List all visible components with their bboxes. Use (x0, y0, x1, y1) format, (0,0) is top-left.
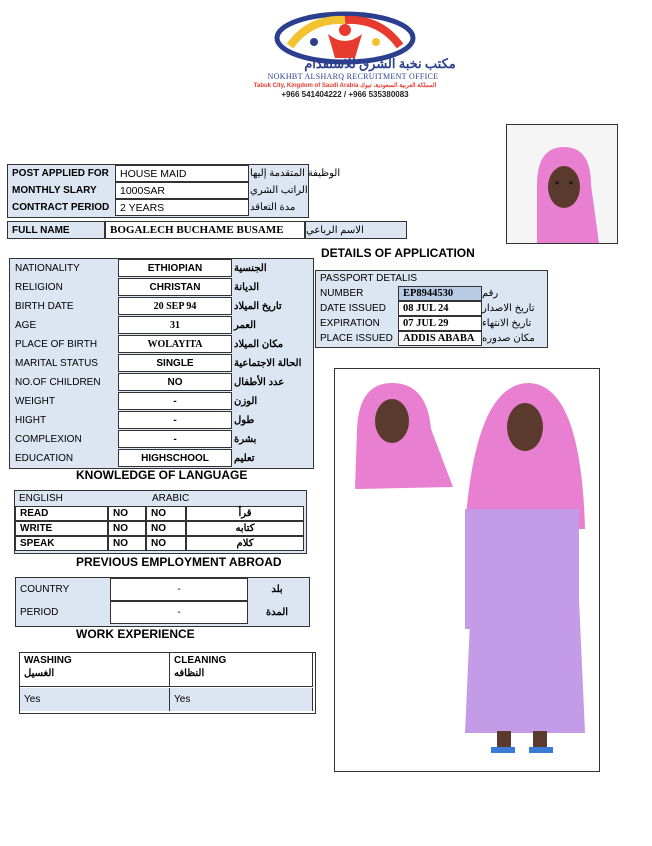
language-label: SPEAK (15, 536, 108, 551)
personal-label: COMPLEXION (15, 433, 82, 445)
office-name-english: NOKHBT ALSHARQ RECRUITMENT OFFICE (267, 72, 439, 81)
language-arabic-label: كلام (186, 536, 304, 551)
personal-arabic: عدد الأطفال (234, 376, 285, 388)
employment-title: PREVIOUS EMPLOYMENT ABROAD (76, 555, 282, 569)
experience-label-ar: النظافه (174, 668, 205, 679)
language-arabic-label: كتابه (186, 521, 304, 536)
passport-value: ADDIS ABABA (398, 331, 482, 346)
personal-value: WOLAYITA (118, 335, 232, 353)
passport-value: EP8944530 (398, 286, 482, 301)
passport-value: 07 JUL 29 (398, 316, 482, 331)
employment-value: - (110, 601, 248, 624)
personal-value: - (118, 430, 232, 448)
personal-value: CHRISTAN (118, 278, 232, 296)
experience-header (20, 653, 170, 687)
personal-value: - (118, 411, 232, 429)
passport-arabic: رقم (482, 288, 499, 299)
employment-label: PERIOD (20, 606, 59, 618)
personal-arabic: بشرة (234, 433, 257, 445)
top-row-label: CONTRACT PERIOD (12, 201, 110, 213)
top-row-label: POST APPLIED FOR (12, 167, 109, 179)
experience-label-en: CLEANING (174, 655, 227, 666)
personal-label: MARITAL STATUS (15, 357, 98, 369)
experience-label-en: WASHING (24, 655, 72, 666)
personal-label: RELIGION (15, 281, 63, 293)
language-title: KNOWLEDGE OF LANGUAGE (76, 468, 248, 482)
personal-label: NATIONALITY (15, 262, 80, 274)
passport-arabic: تاريخ الاصدار (482, 303, 535, 314)
personal-arabic: الجنسية (234, 262, 267, 274)
personal-value: SINGLE (118, 354, 232, 372)
personal-value: 31 (118, 316, 232, 334)
employment-value: - (110, 578, 248, 601)
fullname-value: BOGALECH BUCHAME BUSAME (105, 221, 305, 239)
fullbody-photo (334, 368, 600, 772)
personal-label: HIGHT (15, 414, 47, 426)
personal-label: WEIGHT (15, 395, 55, 407)
passport-label: NUMBER (320, 288, 364, 299)
personal-label: EDUCATION (15, 452, 74, 464)
office-location: Tabuk City, Kingdom of Saudi Arabia المملكة العربية السعودية، تبوك (253, 83, 437, 89)
personal-arabic: الديانة (234, 281, 260, 293)
experience-value: Yes (20, 688, 170, 711)
personal-arabic: تاريخ الميلاد (234, 300, 282, 312)
language-english: NO (108, 506, 146, 521)
personal-label: PLACE OF BIRTH (15, 338, 98, 350)
personal-value: NO (118, 373, 232, 391)
language-label: READ (15, 506, 108, 521)
personal-label: BIRTH DATE (15, 300, 74, 312)
experience-value: Yes (170, 688, 313, 711)
personal-label: NO.OF CHILDREN (15, 376, 101, 388)
top-row-value: 1000SAR (115, 182, 249, 199)
personal-value: 20 SEP 94 (118, 297, 232, 315)
personal-arabic: العمر (234, 319, 256, 331)
passport-label: DATE ISSUED (320, 303, 386, 314)
top-row-arabic: مدة التعاقد (250, 201, 296, 213)
language-arabic-level: NO (146, 521, 186, 536)
language-arabic-level: NO (146, 536, 186, 551)
personal-arabic: مكان الميلاد (234, 338, 284, 350)
language-col-english: ENGLISH (19, 492, 63, 504)
fullname-arabic: الاسم الرباعي (305, 221, 407, 239)
passport-value: 08 JUL 24 (398, 301, 482, 316)
experience-title: WORK EXPERIENCE (76, 627, 195, 641)
passport-arabic: تاريخ الانتهاء (482, 318, 532, 329)
language-col-arabic: ARABIC (152, 492, 190, 504)
top-row-value: 2 YEARS (115, 199, 249, 216)
experience-label-ar: الغسيل (24, 668, 55, 679)
employment-label: COUNTRY (20, 583, 70, 595)
details-title: DETAILS OF APPLICATION (321, 246, 475, 260)
top-row-arabic: الراتب الشري (250, 184, 308, 196)
headshot-photo (506, 124, 618, 244)
personal-value: ETHIOPIAN (118, 259, 232, 277)
language-english: NO (108, 521, 146, 536)
personal-value: - (118, 392, 232, 410)
language-label: WRITE (15, 521, 108, 536)
passport-arabic: مكان صدوره (482, 333, 535, 344)
passport-title: PASSPORT DETALIS (320, 272, 418, 284)
personal-arabic: الوزن (234, 395, 258, 407)
language-arabic-level: NO (146, 506, 186, 521)
personal-arabic: تعليم (234, 452, 255, 464)
language-english: NO (108, 536, 146, 551)
passport-label: EXPIRATION (320, 318, 380, 329)
passport-label: PLACE ISSUED (320, 333, 393, 344)
personal-arabic: الحالة الاجتماعية (234, 357, 302, 369)
personal-value: HIGHSCHOOL (118, 449, 232, 467)
personal-label: AGE (15, 319, 37, 331)
top-row-value: HOUSE MAID (115, 165, 249, 182)
personal-arabic: طول (234, 414, 255, 426)
office-name-arabic: مكتب نخبة الشرق للاستقدام (304, 56, 456, 71)
employment-arabic: المدة (265, 606, 289, 618)
experience-header (170, 653, 313, 687)
office-phones: +966 541404222 / +966 535380083 (281, 90, 409, 99)
fullname-label: FULL NAME (7, 221, 105, 239)
top-row-label: MONTHLY SLARY (12, 184, 97, 196)
employment-arabic: بلد (271, 583, 283, 595)
language-arabic-label: قرأ (186, 506, 304, 521)
top-row-arabic: الوظيفة المتقدمة إليها (250, 167, 341, 179)
